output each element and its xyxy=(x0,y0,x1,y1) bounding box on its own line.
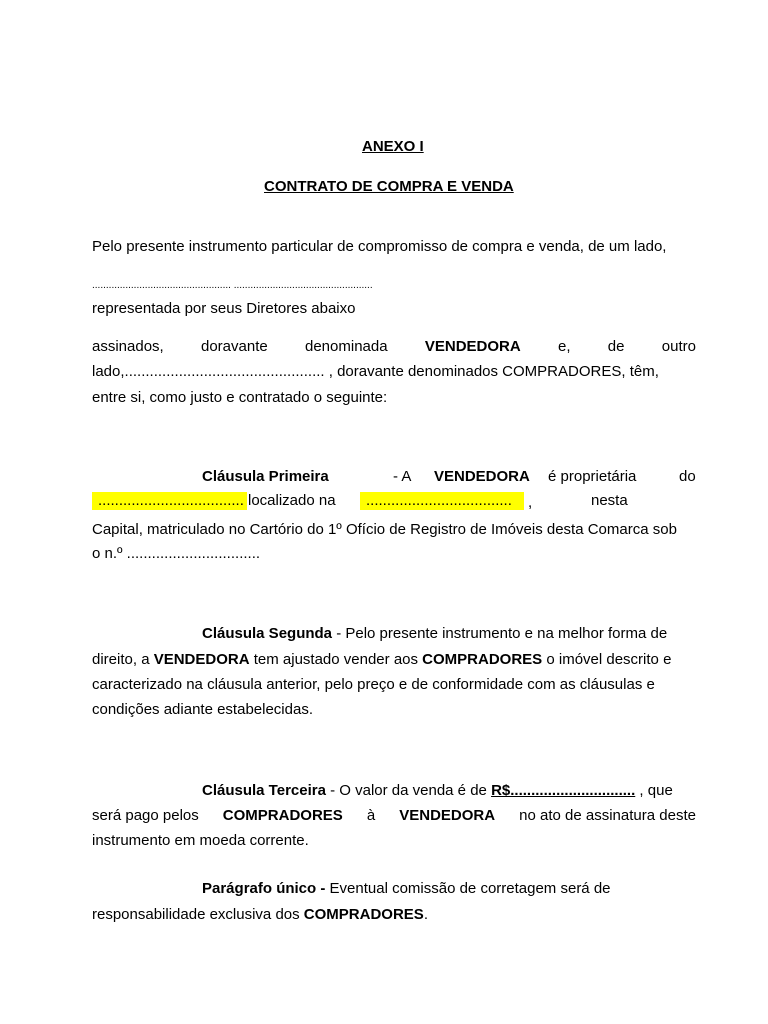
clause-2-vendedora: VENDEDORA xyxy=(153,651,250,668)
clause-2-line-1 xyxy=(202,625,667,643)
clause-3-text: será pago pelos xyxy=(92,807,199,824)
clause-3-label: Cláusula Terceira xyxy=(202,782,326,799)
clause-3-line-3: instrumento em moeda corrente. xyxy=(92,832,309,849)
clause-2-compradores: COMPRADORES xyxy=(422,651,543,668)
clause-3-text: à xyxy=(366,807,376,824)
intro-line-5: entre si, como justo e contratado o seguinte: xyxy=(92,389,388,406)
clause-2-text: direito, a xyxy=(92,651,154,668)
clause-2-label: Cláusula Segunda xyxy=(202,625,333,642)
paragraph-text: . xyxy=(423,906,428,923)
annex-heading: ANEXO I xyxy=(362,138,424,155)
clause-2-line-4: condições adiante estabelecidas. xyxy=(92,701,313,718)
clause-2-text: tem ajustado vender aos xyxy=(249,651,423,668)
intro-line-4: lado,................................................ , doravante denominados COMPRADORES, têm, xyxy=(92,363,659,380)
clause-1-localizado: localizado na xyxy=(248,492,336,509)
paragraph-text: Eventual comissão de corretagem será de xyxy=(325,880,611,897)
intro-blank-dots: .................................................. .................................................. xyxy=(92,280,373,291)
intro-word: de xyxy=(607,338,625,355)
clause-1-location-blank[interactable]: ................................... xyxy=(360,492,524,510)
contract-title: CONTRATO DE COMPRA E VENDA xyxy=(264,178,514,195)
clause-2-line-3: caracterizado na cláusula anterior, pelo preço e de conformidade com as cláusulas e xyxy=(92,676,655,693)
clause-1-dash: - A xyxy=(393,468,412,485)
clause-1-do: do xyxy=(679,468,696,485)
clause-3-text: , que xyxy=(635,782,673,799)
intro-word: denominada xyxy=(305,338,388,355)
clause-2-text: - Pelo presente instrumento e na melhor forma de xyxy=(332,625,668,642)
intro-line-2: representada por seus Diretores abaixo xyxy=(92,300,356,317)
intro-word: assinados, xyxy=(92,338,164,355)
clause-2-line-2 xyxy=(92,651,671,669)
clause-2-text: o imóvel descrito e xyxy=(542,651,672,668)
intro-word: e, xyxy=(558,338,571,355)
intro-line-3 xyxy=(92,338,696,356)
clause-3-compradores: COMPRADORES xyxy=(222,807,343,824)
clause-1-comma: , xyxy=(528,494,533,511)
intro-word: outro xyxy=(661,338,696,355)
clause-1-vendedora: VENDEDORA xyxy=(434,468,530,485)
paragraph-line-2 xyxy=(92,906,428,924)
clause-3-line-1 xyxy=(202,782,673,800)
intro-word: doravante xyxy=(201,338,268,355)
paragraph-text: responsabilidade exclusiva dos xyxy=(92,906,304,923)
intro-line-1: Pelo presente instrumento particular de compromisso de compra e venda, de um lado, xyxy=(92,238,667,255)
clause-1-proprietaria: é proprietária xyxy=(548,468,637,485)
clause-1-property-blank[interactable]: ................................... xyxy=(92,492,247,510)
intro-word-vendedora: VENDEDORA xyxy=(424,338,521,355)
clause-3-text: no ato de assinatura deste xyxy=(519,807,696,824)
clause-3-amount: R$.............................. xyxy=(491,782,636,799)
paragraph-label: Parágrafo único - xyxy=(202,880,326,897)
clause-3-vendedora: VENDEDORA xyxy=(399,807,496,824)
clause-3-text: - O valor da venda é de xyxy=(325,782,492,799)
clause-1-line-4: o n.º ................................ xyxy=(92,545,261,562)
clause-1-nesta: nesta xyxy=(591,492,628,509)
clause-1-label: Cláusula Primeira xyxy=(202,468,329,485)
paragraph-compradores: COMPRADORES xyxy=(303,906,424,923)
clause-1-line-3: Capital, matriculado no Cartório do 1º Ofício de Registro de Imóveis desta Comarca sob xyxy=(92,521,677,538)
clause-3-line-2 xyxy=(92,807,696,825)
paragraph-line-1 xyxy=(202,880,611,898)
